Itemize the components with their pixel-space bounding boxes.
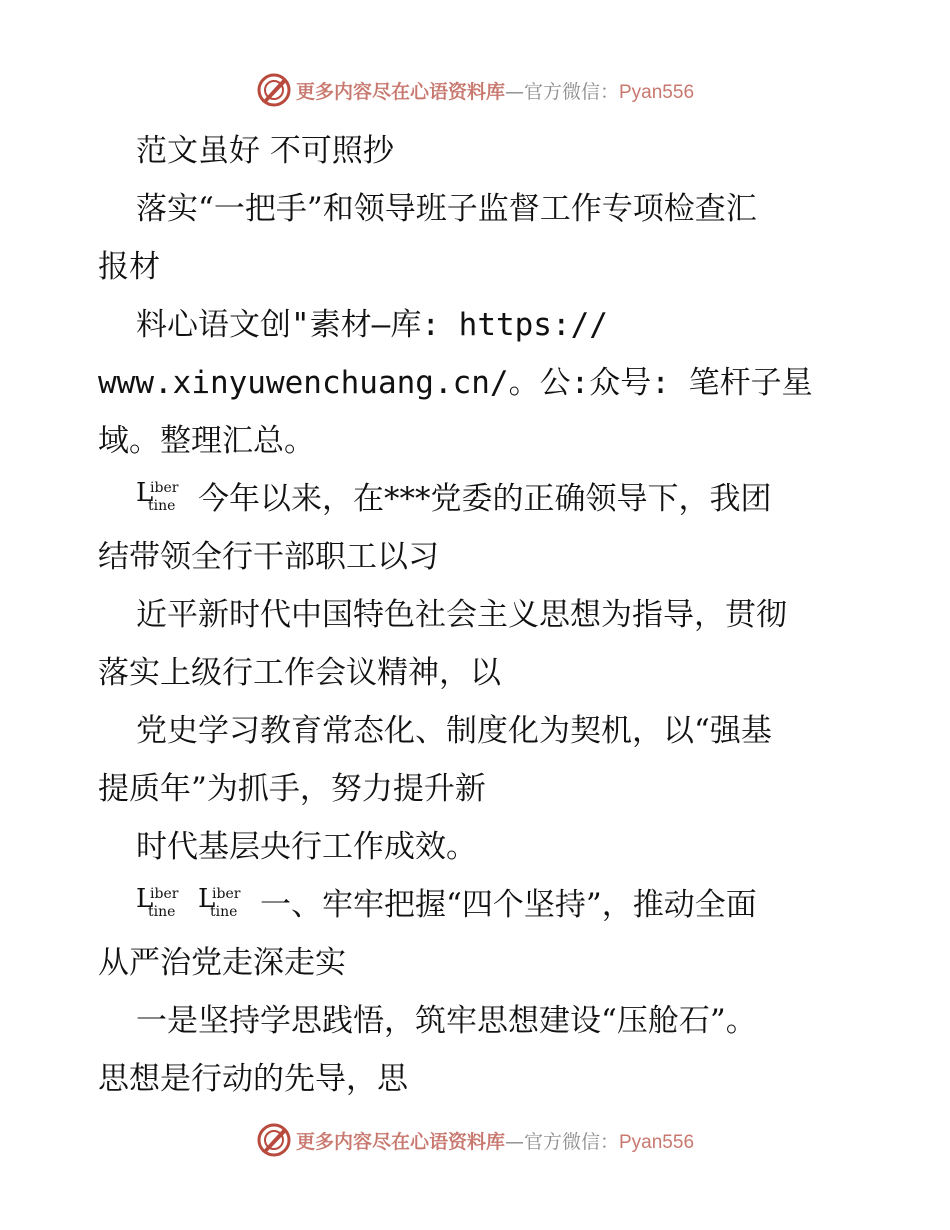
doc-text: 今年以来，在***党委的正确领导下，我团 [198, 481, 772, 517]
quill-seal-icon [256, 1122, 292, 1158]
libertine-logo-top: iber [150, 886, 179, 902]
doc-line: 落实上级行工作会议精神，以 [98, 655, 501, 691]
libertine-logo-bottom: tine [148, 904, 176, 920]
quill-seal-icon [256, 72, 292, 108]
banner-site-name: 更多内容尽在心语资料库 [295, 1130, 505, 1153]
libertine-logo-bottom: tine [148, 498, 176, 514]
svg-text:L: L [136, 884, 154, 914]
doc-title-line: 落实“一把手”和领导班子监督工作专项检查汇 [136, 191, 757, 227]
footer-banner [0, 1120, 950, 1160]
doc-text: 一、牢牢把握“四个坚持”，推动全面 [260, 887, 757, 923]
header-banner [0, 70, 950, 110]
banner-wechat-id: Pyan556 [619, 1131, 695, 1153]
svg-text:L: L [198, 884, 216, 914]
libertine-logo-top: iber [212, 886, 241, 902]
banner-text [296, 1127, 694, 1154]
doc-line: 思想是行动的先导，思 [98, 1061, 408, 1097]
doc-text: 料心语文创"素材—库: https:// [136, 307, 608, 343]
doc-line: 时代基层央行工作成效。 [136, 829, 477, 865]
banner-wechat-id: Pyan556 [619, 81, 695, 103]
svg-text:L: L [136, 478, 154, 508]
doc-line: 域。整理汇总。 [98, 423, 315, 459]
doc-line: 一是坚持学思践悟，筑牢思想建设“压舱石”。 [136, 1003, 757, 1039]
banner-wechat-label: 官方微信： [523, 1130, 619, 1153]
doc-line: 近平新时代中国特色社会主义思想为指导，贯彻 [136, 597, 787, 633]
libertine-logo-icon [136, 475, 186, 515]
document-body [98, 122, 858, 1108]
banner-text [296, 77, 694, 104]
doc-text: www.xinyuwenchuang.cn/。公:众号: 笔杆子星 [98, 365, 813, 401]
doc-line [98, 296, 858, 354]
doc-line [98, 470, 858, 528]
doc-line: 提质年”为抓手，努力提升新 [98, 771, 486, 807]
banner-separator: — [504, 1130, 524, 1153]
libertine-logo-top: iber [150, 480, 179, 496]
doc-line: 结带领全行干部职工以习 [98, 539, 439, 575]
doc-line [98, 354, 858, 412]
doc-line: 党史学习教育常态化、制度化为契机，以“强基 [136, 713, 772, 749]
libertine-logo-icon [136, 881, 186, 921]
libertine-logo-bottom: tine [210, 904, 238, 920]
doc-heading-line [98, 876, 858, 934]
banner-separator: — [504, 80, 524, 103]
doc-heading-line: 从严治党走深走实 [98, 945, 346, 981]
doc-line: 范文虽好 不可照抄 [136, 133, 394, 169]
doc-line: 报材 [98, 249, 160, 285]
libertine-logo-icon [198, 881, 248, 921]
banner-site-name: 更多内容尽在心语资料库 [295, 80, 505, 103]
banner-wechat-label: 官方微信： [523, 80, 619, 103]
